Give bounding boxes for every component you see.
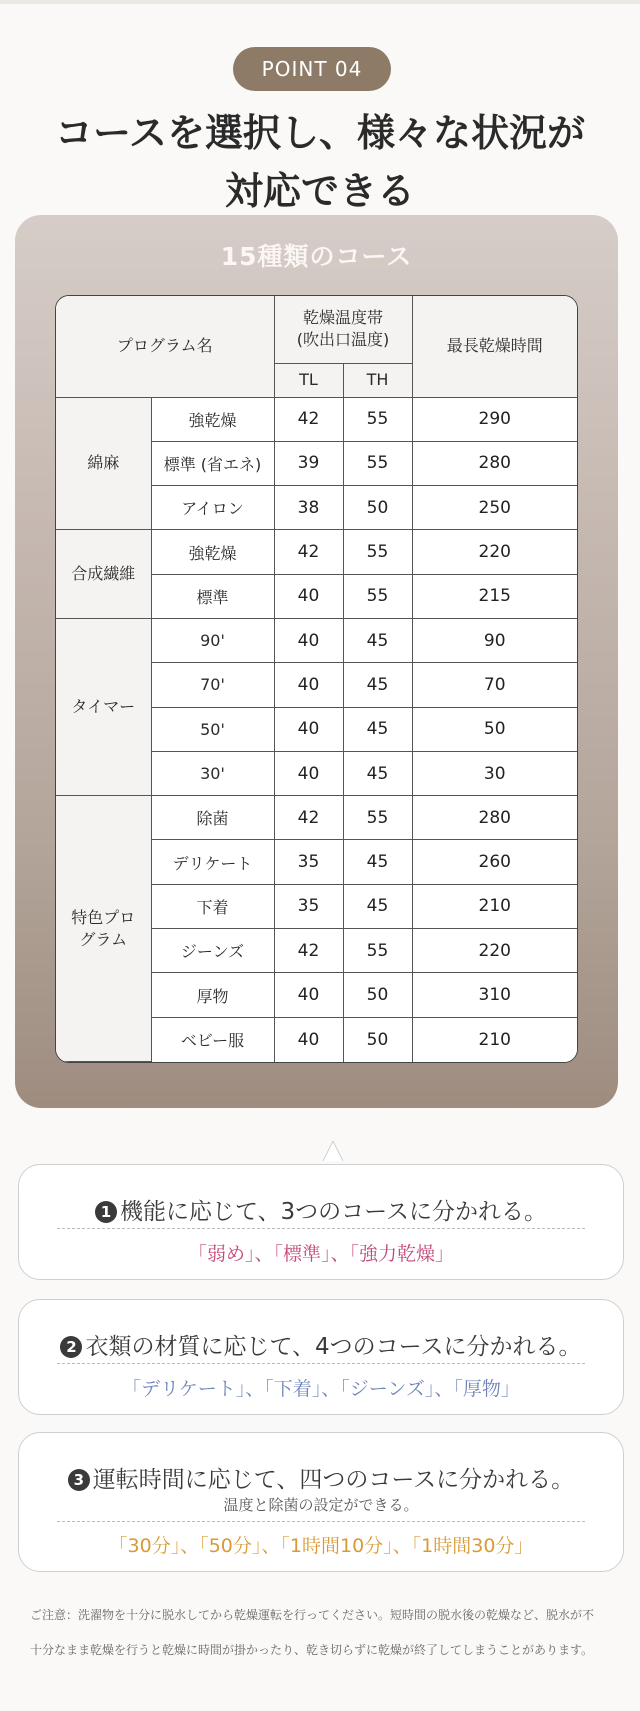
table-row [56,796,577,840]
callout-pointer [323,1141,343,1161]
th-cell: 45 [343,618,412,662]
course-name-cell: 強乾燥 [151,397,274,441]
max-time-cell: 210 [412,1017,577,1061]
number-1-icon: 1 [95,1201,117,1223]
point-badge: POINT 04 [233,47,391,91]
group-name-line: 合成繊維 [71,564,136,584]
th-cell: 45 [343,884,412,928]
group-name-line: 綿麻 [87,453,120,473]
tl-cell: 40 [274,751,343,795]
max-time-cell: 290 [412,397,577,441]
th-cell: 55 [343,530,412,574]
course-name-cell: 70' [151,663,274,707]
tl-cell: 42 [274,397,343,441]
header-max-time: 最長乾燥時間 [412,296,577,397]
course-name-cell: 30' [151,751,274,795]
course-name-cell: デリケート [151,840,274,884]
th-cell: 45 [343,751,412,795]
table-row [56,618,577,662]
max-time-cell: 260 [412,840,577,884]
max-time-cell: 215 [412,574,577,618]
max-time-cell: 30 [412,751,577,795]
tl-cell: 42 [274,530,343,574]
max-time-cell: 250 [412,486,577,530]
tl-cell: 42 [274,796,343,840]
panel-title: 15種類のコース [220,242,413,271]
course-name-cell: 90' [151,618,274,662]
callout-time-label: 運転時間に応じて、四つのコースに分かれる。 [92,1467,575,1493]
top-divider [0,0,640,4]
callout-time-text [19,1461,623,1494]
callout-time-note: 温度と除菌の設定ができる。 [223,1496,419,1514]
course-name-cell: 標準 (省エネ) [151,441,274,485]
callout-divider [57,1228,585,1229]
tl-cell: 35 [274,884,343,928]
number-2-icon: 2 [60,1336,82,1358]
th-cell: 50 [343,486,412,530]
th-cell: 45 [343,663,412,707]
callout-function [18,1164,624,1280]
group-name-cell [56,397,151,530]
header-program: プログラム名 [56,296,274,397]
callout-function-courses: 「弱め」、「標準」、「強力乾燥」 [187,1243,454,1265]
tl-cell: 40 [274,1017,343,1061]
th-cell: 55 [343,574,412,618]
course-name-cell: 除菌 [151,796,274,840]
th-cell: 55 [343,397,412,441]
max-time-cell: 310 [412,973,577,1017]
callout-divider [57,1521,585,1522]
group-name-line: 特色プロ [71,907,136,927]
th-cell: 55 [343,796,412,840]
max-time-cell: 90 [412,618,577,662]
caution-line-2: 十分なまま乾燥を行うと乾燥に時間が掛かったり、乾き切らずに乾燥が終了してしまうことがあります。 [30,1643,594,1657]
course-name-cell: アイロン [151,486,274,530]
callout-material-label: 衣類の材質に応じて、4つのコースに分かれる。 [85,1334,582,1360]
callout-function-label: 機能に応じて、3つのコースに分かれる。 [119,1199,548,1225]
group-name-line: タイマー [71,697,136,717]
tl-cell: 39 [274,441,343,485]
number-3-icon: 3 [68,1469,90,1491]
group-name-cell [56,618,151,795]
callout-material-courses: 「デリケート」、「下着」、「ジーンズ」、「厚物」 [122,1378,520,1400]
callout-divider [57,1363,585,1364]
group-name-cell [56,530,151,619]
callout-material [18,1299,624,1415]
course-name-cell: ジーンズ [151,929,274,973]
title-line-1: コースを選択し、様々な状況が [54,111,586,155]
max-time-cell: 70 [412,663,577,707]
course-table [56,296,577,1062]
title-line-2: 対応できる [224,169,415,213]
course-name-cell: 強乾燥 [151,530,274,574]
max-time-cell: 220 [412,530,577,574]
tl-cell: 42 [274,929,343,973]
table-row [56,397,577,441]
callout-time-courses: 「30分」、「50分」、「1時間10分」、「1時間30分」 [108,1535,534,1557]
th-cell: 55 [343,929,412,973]
course-name-cell: 厚物 [151,973,274,1017]
max-time-cell: 280 [412,796,577,840]
course-panel [15,215,618,1108]
header-temp-band [274,296,412,363]
tl-cell: 40 [274,973,343,1017]
max-time-cell: 50 [412,707,577,751]
group-name-cell [56,796,151,1062]
callout-material-text [19,1328,623,1361]
tl-cell: 38 [274,486,343,530]
tl-cell: 40 [274,618,343,662]
course-name-cell: ベビー服 [151,1017,274,1061]
header-th: TH [343,363,412,397]
header-temp-band-line1: 乾燥温度帯 [302,308,383,328]
course-table-body [56,397,577,1062]
header-tl: TL [274,363,343,397]
caution-note [30,1598,620,1668]
th-cell: 50 [343,973,412,1017]
callout-time [18,1432,624,1572]
th-cell: 45 [343,840,412,884]
tl-cell: 40 [274,574,343,618]
caution-line-1: ご注意：洗濯物を十分に脱水してから乾燥運転を行ってください。短時間の脱水後の乾燥など、脱水が不 [30,1608,595,1622]
max-time-cell: 280 [412,441,577,485]
course-name-cell: 標準 [151,574,274,618]
tl-cell: 35 [274,840,343,884]
page-title [0,104,640,220]
callout-function-text [19,1193,623,1226]
th-cell: 50 [343,1017,412,1061]
tl-cell: 40 [274,663,343,707]
th-cell: 55 [343,441,412,485]
th-cell: 45 [343,707,412,751]
group-name-line: グラム [79,929,128,949]
tl-cell: 40 [274,707,343,751]
course-name-cell: 下着 [151,884,274,928]
table-row [56,530,577,574]
max-time-cell: 210 [412,884,577,928]
header-temp-band-line2: (吹出口温度) [296,330,390,350]
course-table-wrapper [55,295,578,1063]
course-name-cell: 50' [151,707,274,751]
max-time-cell: 220 [412,929,577,973]
